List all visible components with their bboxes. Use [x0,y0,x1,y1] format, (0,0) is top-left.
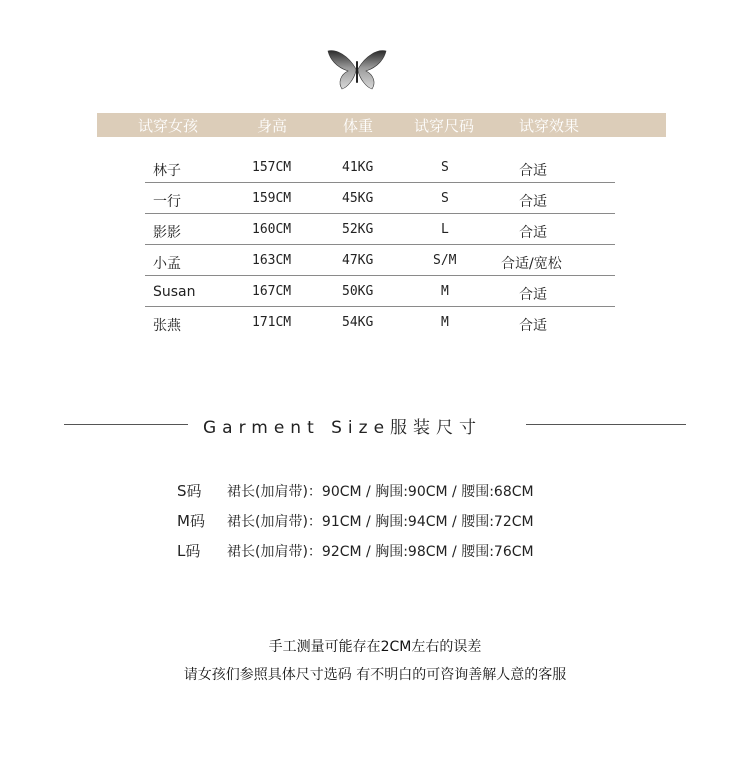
size-label: L码 [177,542,201,560]
cell-weight: 41KG [342,160,374,175]
cell-height: 163CM [252,253,292,268]
cell-name: 一行 [153,194,181,210]
table-row [145,214,615,245]
header-effect: 试穿效果 [519,117,580,135]
cell-size: S/M [433,253,457,268]
size-desc: 裙长(加肩带)：92CM / 胸围:98CM / 腰围:76CM [227,544,534,560]
divider-left [64,424,188,425]
cell-height: 157CM [252,160,292,175]
table-row [145,152,615,183]
cell-name: 影影 [153,225,181,241]
cell-size: L [441,222,449,237]
cell-effect: 合适 [519,318,547,334]
tryon-table-header [97,113,666,137]
cell-effect: 合适/宽松 [501,256,562,272]
cell-name: 张燕 [153,318,181,334]
size-desc: 裙长(加肩带)：91CM / 胸围:94CM / 腰围:72CM [227,514,534,530]
size-label: M码 [177,512,205,530]
header-girl: 试穿女孩 [138,117,199,135]
cell-effect: 合适 [519,194,547,210]
cell-weight: 52KG [342,222,374,237]
cell-name: Susan [153,284,196,300]
table-row [145,307,615,337]
cell-weight: 54KG [342,315,374,330]
note-contact: 请女孩们参照具体尺寸选码 有不明白的可咨询善解人意的客服 [183,667,567,683]
cell-size: S [441,191,449,206]
tryon-table [145,152,615,337]
divider-right [526,424,686,425]
cell-height: 171CM [252,315,292,330]
cell-size: S [441,160,449,175]
cell-height: 167CM [252,284,292,299]
table-row [145,276,615,307]
cell-weight: 47KG [342,253,374,268]
size-desc: 裙长(加肩带)：90CM / 胸围:90CM / 腰围:68CM [227,484,534,500]
cell-size: M [441,284,449,299]
table-row [145,245,615,276]
cell-name: 林子 [153,163,181,179]
cell-weight: 45KG [342,191,374,206]
header-height: 身高 [257,117,288,135]
cell-size: M [441,315,449,330]
garment-size-title: Garment Size服装尺寸 [203,418,483,438]
cell-effect: 合适 [519,225,547,241]
cell-height: 159CM [252,191,292,206]
size-label: S码 [177,482,202,500]
cell-effect: 合适 [519,163,547,179]
butterfly-icon [326,47,388,91]
note-measurement: 手工测量可能存在2CM左右的误差 [268,639,482,655]
header-size: 试穿尺码 [414,117,475,135]
cell-height: 160CM [252,222,292,237]
header-weight: 体重 [343,117,374,135]
cell-effect: 合适 [519,287,547,303]
table-row [145,183,615,214]
cell-weight: 50KG [342,284,374,299]
cell-name: 小孟 [153,256,181,272]
